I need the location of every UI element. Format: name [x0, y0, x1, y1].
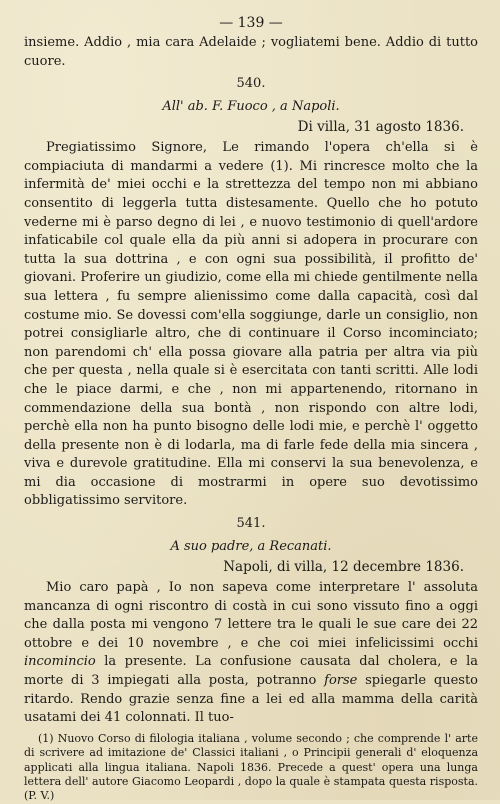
letter-date-541: Napoli, di villa, 12 decembre 1836. [223, 559, 464, 576]
letter-number-541: 541. [236, 516, 266, 532]
letter-body-541-part2: la presente. La confusione causata dal cholera, e la morte di 3 impiegati alla posta, potranno [24, 654, 478, 689]
letter-body-541-emphasis1: incomincio [24, 654, 96, 670]
letter-body-541-part3: spiegarle questo ritardo. Rendo grazie senza fine a lei ed alla mamma della carità usatami dei 41 colonnati. Il tuo- [24, 673, 478, 726]
footnote [24, 732, 478, 804]
letter-date-540: Di villa, 31 agosto 1836. [297, 119, 464, 136]
opening-lines: insieme. Addio , mia cara Adelaide ; vogliatemi bene. Addio di tutto cuore. [24, 35, 478, 69]
letter-addressee-541: A suo padre, a Recanati. [170, 539, 332, 555]
letter-body-541-part1: Mio caro papà , Io non sapeva come interpretare l' assoluta mancanza di ogni riscontro di costà in cui sono vissuto fino a oggi che dalla posta mi vengono 7 lettere tra le quali le sue care dei 22 ottobre e dei 10 novembre , e che coi miei infelicissimi occhi [24, 580, 478, 651]
letter-addressee-540: All' ab. F. Fuoco , a Napoli. [162, 99, 340, 115]
letter-body-541-emphasis2: forse [324, 673, 358, 689]
footnote-text: (1) Nuovo Corso di filologia italiana , volume secondo ; che comprende l' arte di scrivere ad imitazione de' Classici italiani , o Principii generali d' eloquenza applicati alla lingua italiana. Napoli 1836. Precede a quest' opera una lunga lettera dell' autore Giacomo Leopardi , dopo la quale è stampata questa risposta. (P. V.) [24, 731, 478, 803]
page-body [24, 34, 478, 728]
letter-number-540: 540. [236, 76, 266, 92]
letter-body-541 [24, 579, 478, 728]
page-number: — 139 — [219, 15, 283, 31]
letter-body-540: Pregiatissimo Signore, Le rimando l'opera ch'ella si è compiaciuta di mandarmi a vedere (1). Mi rincresce molto che la infermità de' miei occhi e la strettezza del tempo non mi abbiano consentito di leggerla tutta distesamente. Quello che ho potuto vederne mi è parso degno di lei , e nuovo testimonio di quell'ardore infaticabile col quale ella da più anni si adopera in procurare con tutta la sua dottrina , e con ogni sua possibilità, il profitto de' giovani. Proferire un giudizio, come ella mi chiede gentilmente nella sua lettera , fu sempre alienissimo come dalla capacità, così dal costume mio. Se dovessi com'ella soggiunge, darle un consiglio, non potrei consigliarle altro, che di continuare il Corso incominciato; non parendomi ch' ella possa giovare alla patria per altra via più che per questa , nella quale si è esercitata con tanti scritti. Alle lodi che le piace darmi, e che , non mi appartenendo, ritornano in commendazione della sua bontà , non rispondo con altre lodi, perchè ella non ha punto bisogno delle lodi mie, e perchè l' oggetto della presente non è di lodarla, ma di farle fede della mia sincera , viva e durevole gratitudine. Ella mi conservi la sua benevolenza, e mi dia occasione di mostrarmi in opere suo devotissimo obbligatissimo servitore. [24, 140, 478, 509]
